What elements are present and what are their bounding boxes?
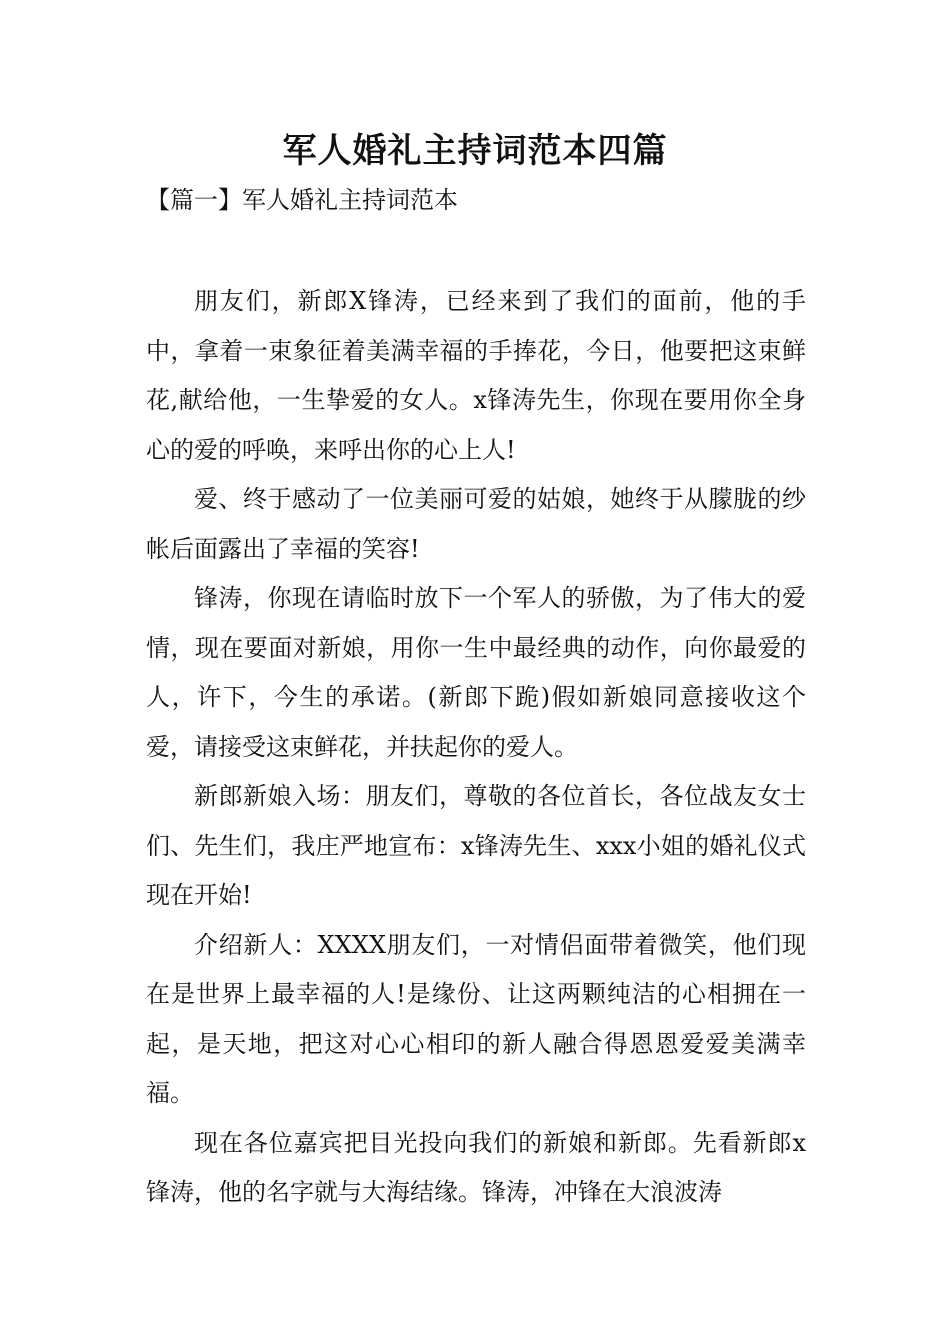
paragraph: 锋涛，你现在请临时放下一个军人的骄傲，为了伟大的爱情，现在要面对新娘，用你一生中最经典的动作，向你最爱的人，许下，今生的承诺。(新郎下跪)假如新娘同意接收这个爱，请接受这束鲜花，并扶起你的爱人。 — [146, 584, 806, 761]
section-heading: 【篇一】军人婚礼主持词范本 — [146, 186, 458, 214]
document-title: 军人婚礼主持词范本四篇 — [282, 131, 668, 171]
paragraph: 新郎新娘入场：朋友们，尊敬的各位首长，各位战友女士们、先生们，我庄严地宣布：x锋涛先生、xxx小姐的婚礼仪式现在开始! — [146, 782, 806, 909]
paragraph: 爱、终于感动了一位美丽可爱的姑娘，她终于从朦胧的纱帐后面露出了幸福的笑容! — [146, 485, 806, 563]
paragraph: 介绍新人：XXXX朋友们，一对情侣面带着微笑，他们现在是世界上最幸福的人!是缘份、让这两颗纯洁的心相拥在一起，是天地，把这对心心相印的新人融合得恩恩爱爱美满幸福。 — [146, 930, 806, 1107]
paragraph: 朋友们，新郎X锋涛，已经来到了我们的面前，他的手中，拿着一束象征着美满幸福的手捧花，今日，他要把这束鲜花,献给他，一生挚爱的女人。x锋涛先生，你现在要用你全身心的爱的呼唤，来呼出你的心上人! — [146, 287, 806, 464]
document-body — [146, 277, 806, 1218]
paragraph: 现在各位嘉宾把目光投向我们的新娘和新郎。先看新郎x锋涛，他的名字就与大海结缘。锋涛，冲锋在大浪波涛 — [146, 1128, 806, 1206]
